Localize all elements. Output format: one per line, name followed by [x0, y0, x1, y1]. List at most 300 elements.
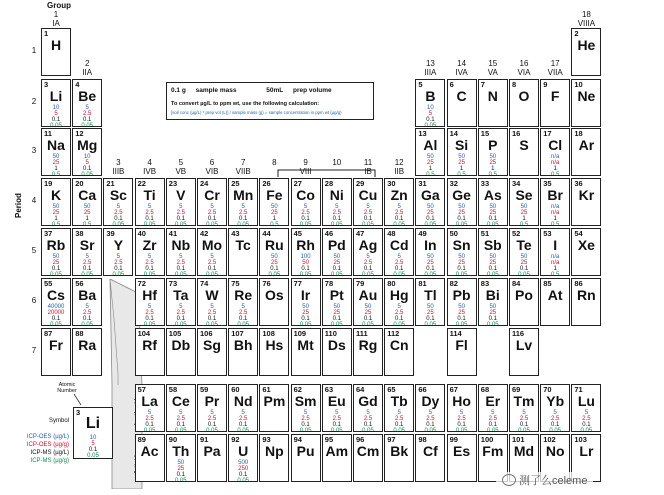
element-cell-pa[interactable] — [197, 434, 227, 482]
element-cell-ac[interactable] — [135, 434, 165, 482]
icp-ms-ugg-value: 0.05 — [112, 272, 125, 276]
icp-ms-ugl-value: 0.1 — [457, 422, 466, 428]
atomic-number: 64 — [356, 385, 365, 394]
icp-oes-ugg-value: 25 — [271, 210, 278, 216]
element-symbol: Sc — [109, 187, 127, 203]
atomic-number: 116 — [512, 329, 525, 338]
element-cell-tb[interactable] — [384, 384, 414, 432]
icp-ms-ugg-value: 0.05 — [299, 322, 312, 326]
icp-ms-ugg-value: 0.05 — [50, 272, 62, 276]
atomic-number: 15 — [480, 129, 490, 138]
element-symbol: Ho — [452, 393, 471, 409]
element-cell-mn[interactable] — [228, 178, 258, 226]
element-cell-as[interactable] — [478, 178, 508, 226]
icp-oes-ugl-value: 5 — [210, 304, 214, 310]
element-cell-b[interactable] — [415, 79, 445, 127]
element-cell-cr[interactable] — [197, 178, 227, 226]
element-cell-cd[interactable] — [384, 228, 414, 276]
icp-ms-ugg-value: 0.05 — [112, 222, 125, 226]
atomic-number: 98 — [418, 435, 427, 444]
icp-oes-ugg-value: 25 — [52, 160, 60, 166]
period-label-4: 4 — [31, 196, 37, 205]
icp-oes-ugl-value: 5 — [459, 410, 464, 416]
atomic-number: 79 — [356, 279, 365, 288]
element-symbol: Ds — [327, 337, 346, 353]
element-cell-v[interactable] — [166, 178, 196, 226]
group-header-18 — [571, 10, 601, 28]
element-cell-tc[interactable] — [228, 228, 258, 276]
icp-oes-ugl-value: n/a — [551, 254, 560, 260]
icp-ms-ugg-value: 0.05 — [424, 322, 437, 326]
element-cell-he[interactable] — [571, 28, 601, 76]
icp-oes-ugg-value: 2.5 — [145, 310, 154, 316]
element-cell-es[interactable] — [447, 434, 477, 482]
element-cell-rf[interactable] — [135, 328, 165, 376]
element-cell-al[interactable] — [415, 128, 445, 176]
group-header-4 — [135, 158, 165, 176]
icp-ms-ugg-value: 0.05 — [237, 322, 250, 326]
icp-oes-ugl-value: n/a — [551, 204, 560, 210]
element-symbol: I — [553, 237, 558, 253]
icp-ms-ugl-value: 0.1 — [488, 266, 497, 272]
icp-oes-ugg-value: 2.5 — [207, 310, 217, 316]
icp-oes-ugg-value: n/a — [551, 260, 560, 266]
element-symbol: Ac — [140, 443, 159, 459]
element-symbol: Cn — [389, 337, 409, 353]
icp-ms-ugl-value: 0.1 — [83, 117, 92, 123]
element-symbol: At — [547, 287, 563, 303]
icp-ms-ugl-value: 0.1 — [395, 316, 404, 322]
icp-oes-ugg-value: n/a — [551, 210, 560, 216]
icp-ms-ugl-value: 1 — [522, 216, 526, 222]
element-cell-bk[interactable] — [384, 434, 414, 482]
element-symbol: No — [545, 443, 565, 459]
element-cell-ds[interactable] — [322, 328, 352, 376]
element-cell-w[interactable] — [197, 278, 227, 326]
icp-ms-ugl-value: 0.1 — [426, 216, 435, 222]
element-cell-f[interactable] — [540, 79, 570, 127]
element-symbol: Pa — [203, 443, 221, 459]
element-cell-ga[interactable] — [415, 178, 445, 226]
atomic-number: 83 — [480, 279, 490, 288]
atomic-number: 92 — [231, 435, 240, 444]
element-cell-nd[interactable] — [228, 384, 258, 432]
icp-oes-ugg-value: 5 — [428, 111, 433, 117]
icp-oes-ugg-value: 25 — [489, 160, 497, 166]
icp-oes-ugg-value: 2.5 — [239, 310, 248, 316]
icp-oes-ugl-value: 50 — [52, 204, 60, 210]
element-cell-y[interactable] — [103, 228, 133, 276]
icp-ms-ugl-value: 0.1 — [239, 316, 248, 322]
element-cell-ti[interactable] — [135, 178, 165, 226]
element-cell-fr[interactable] — [41, 328, 71, 376]
icp-oes-ugg-value: 250 — [238, 466, 249, 472]
element-cell-sr[interactable] — [72, 228, 102, 276]
icp-ms-ugl-value: 0.1 — [301, 266, 310, 272]
element-cell-mg[interactable] — [72, 128, 102, 176]
element-cell-eu[interactable] — [322, 384, 352, 432]
element-cell-er[interactable] — [478, 384, 508, 432]
element-cell-fe[interactable] — [259, 178, 289, 226]
element-cell-pu[interactable] — [291, 434, 321, 482]
legend-value-oes-l: 10 — [89, 435, 97, 441]
icp-oes-ugg-value: 25 — [458, 260, 465, 266]
element-cell-cn[interactable] — [384, 328, 414, 376]
group-number: 14 — [457, 59, 467, 68]
element-cell-ni[interactable] — [322, 178, 352, 226]
icp-oes-ugg-value: 25 — [333, 260, 341, 266]
element-cell-zr[interactable] — [135, 228, 165, 276]
element-symbol: Pr — [204, 393, 220, 409]
group-header-17 — [540, 59, 570, 77]
element-symbol: V — [176, 187, 186, 203]
atomic-number: 55 — [44, 279, 53, 288]
icp-oes-ugl-value: 10 — [427, 105, 434, 111]
element-cell-au[interactable] — [353, 278, 383, 326]
icp-oes-ugg-value: 25 — [489, 310, 497, 316]
element-symbol: Ca — [78, 187, 97, 203]
icp-ms-ugl-value: 0.1 — [457, 216, 466, 222]
icp-ms-ugl-value: 0.1 — [207, 316, 217, 322]
element-cell-pb[interactable] — [447, 278, 477, 326]
icp-oes-ugl-value: 5 — [428, 410, 433, 416]
element-cell-po[interactable] — [509, 278, 539, 326]
group-header-12 — [384, 158, 414, 176]
element-cell-ho[interactable] — [447, 384, 477, 432]
element-cell-am[interactable] — [322, 434, 352, 482]
icp-oes-ugl-value: 50 — [489, 154, 497, 160]
element-symbol: Ar — [578, 137, 595, 153]
element-symbol: Mo — [201, 237, 223, 253]
group-roman: IVA — [455, 68, 468, 77]
element-cell-c[interactable] — [447, 79, 477, 127]
element-cell-ne[interactable] — [571, 79, 601, 127]
atomic-number: 86 — [574, 279, 583, 288]
element-symbol: K — [50, 187, 62, 203]
element-cell-kr[interactable] — [571, 178, 601, 226]
element-symbol: Eu — [327, 393, 346, 409]
atomic-number: 49 — [418, 229, 427, 238]
element-symbol: Rn — [577, 287, 596, 303]
element-symbol: Yb — [546, 393, 565, 409]
atomic-number: 88 — [75, 329, 84, 338]
atomic-number: 100 — [480, 435, 494, 444]
element-cell-os[interactable] — [259, 278, 289, 326]
element-cell-ar[interactable] — [571, 128, 601, 176]
element-cell-sb[interactable] — [478, 228, 508, 276]
icp-oes-ugg-value: 2.5 — [83, 111, 92, 117]
element-cell-ce[interactable] — [166, 384, 196, 432]
element-cell-cu[interactable] — [353, 178, 383, 226]
icp-oes-ugl-value: 5 — [366, 204, 370, 210]
element-cell-rg[interactable] — [353, 328, 383, 376]
group-header-14 — [447, 59, 477, 77]
icp-oes-ugl-value: 5 — [241, 304, 245, 310]
icp-oes-ugl-value: 5 — [522, 410, 526, 416]
icp-ms-ugg-value: 0.05 — [81, 172, 94, 176]
element-symbol: Li — [49, 88, 63, 104]
atomic-number: 87 — [44, 329, 53, 338]
element-cell-na[interactable] — [41, 128, 71, 176]
icp-oes-ugg-value: 2.5 — [145, 416, 154, 422]
icp-oes-ugg-value: 2.5 — [145, 260, 154, 266]
element-symbol: Sr — [79, 237, 95, 253]
atomic-number: 1 — [44, 29, 49, 38]
element-cell-be[interactable] — [72, 79, 102, 127]
element-cell-ta[interactable] — [166, 278, 196, 326]
group-header-13 — [415, 59, 445, 77]
element-cell-sn[interactable] — [447, 228, 477, 276]
group-header-8 — [259, 158, 289, 167]
atomic-number: 40 — [137, 229, 146, 238]
atomic-number: 65 — [387, 385, 396, 394]
icp-oes-ugl-value: 50 — [302, 304, 309, 310]
element-cell-n[interactable] — [478, 79, 508, 127]
element-cell-cl[interactable] — [540, 128, 570, 176]
atomic-number: 6 — [449, 80, 454, 89]
element-cell-cs[interactable] — [41, 278, 71, 326]
icp-oes-ugl-value: 50 — [177, 460, 185, 466]
element-cell-db[interactable] — [166, 328, 196, 376]
element-cell-yb[interactable] — [540, 384, 570, 432]
element-symbol: Hs — [265, 337, 284, 353]
element-cell-pt[interactable] — [322, 278, 352, 326]
element-symbol: Zn — [390, 187, 408, 203]
element-cell-ba[interactable] — [72, 278, 102, 326]
atomic-number: 71 — [574, 385, 583, 394]
element-cell-ir[interactable] — [291, 278, 321, 326]
legend-symbol: Li — [85, 415, 101, 432]
element-cell-k[interactable] — [41, 178, 71, 226]
icp-oes-ugg-value: 25 — [458, 310, 465, 316]
element-cell-se[interactable] — [509, 178, 539, 226]
element-cell-sg[interactable] — [197, 328, 227, 376]
element-symbol: Ir — [300, 287, 311, 303]
icp-ms-ugg-value: 0.05 — [549, 428, 562, 432]
group-header-3 — [103, 158, 133, 176]
element-cell-cm[interactable] — [353, 434, 383, 482]
element-cell-lv[interactable] — [509, 328, 539, 376]
element-cell-rn[interactable] — [571, 278, 601, 326]
icp-oes-ugl-value: 50 — [427, 304, 434, 310]
icp-ms-ugl-value: 0.1 — [176, 422, 185, 428]
element-cell-th[interactable] — [166, 434, 196, 482]
group-number: 6 — [209, 158, 215, 167]
icp-ms-ugg-value: 0.05 — [174, 428, 187, 432]
element-cell-hs[interactable] — [259, 328, 289, 376]
group-roman: IIA — [82, 68, 93, 77]
icp-oes-ugl-value: 5 — [147, 254, 152, 260]
icp-ms-ugg-value: 0.5 — [426, 172, 435, 176]
element-cell-mo[interactable] — [197, 228, 227, 276]
icp-ms-ugg-value: 0.05 — [424, 123, 437, 127]
element-cell-sm[interactable] — [291, 384, 321, 432]
group-number: 3 — [116, 158, 121, 167]
atomic-number: 90 — [168, 435, 178, 444]
icp-ms-ugl-value: 0.1 — [83, 266, 92, 272]
element-cell-dy[interactable] — [415, 384, 445, 432]
icp-ms-ugg-value: 0.05 — [81, 272, 94, 276]
icp-oes-ugl-value: 40000 — [47, 304, 65, 310]
element-symbol: Fl — [455, 337, 468, 353]
icp-oes-ugg-value: 5 — [85, 160, 89, 166]
element-symbol: Rb — [46, 237, 66, 253]
icp-oes-ugl-value: 50 — [427, 204, 434, 210]
element-cell-gd[interactable] — [353, 384, 383, 432]
atomic-number: 32 — [449, 179, 458, 188]
icp-oes-ugg-value: 2.5 — [207, 260, 217, 266]
element-cell-ge[interactable] — [447, 178, 477, 226]
element-cell-lu[interactable] — [571, 384, 601, 432]
element-cell-pm[interactable] — [259, 384, 289, 432]
icp-ms-ugl-value: 1 — [428, 166, 433, 172]
element-cell-xe[interactable] — [571, 228, 601, 276]
element-cell-u[interactable] — [228, 434, 258, 482]
element-cell-tm[interactable] — [509, 384, 539, 432]
element-symbol: Es — [453, 443, 471, 459]
element-cell-ca[interactable] — [72, 178, 102, 226]
icp-oes-ugl-value: 5 — [147, 410, 152, 416]
element-cell-at[interactable] — [540, 278, 570, 326]
icp-oes-ugl-value: 5 — [366, 410, 370, 416]
icp-oes-ugl-value: 50 — [458, 304, 465, 310]
element-cell-zn[interactable] — [384, 178, 414, 226]
group-number: 7 — [240, 158, 246, 167]
atomic-number: 109 — [293, 329, 307, 338]
icp-ms-ugg-value: 0.5 — [83, 222, 92, 226]
element-cell-pd[interactable] — [322, 228, 352, 276]
atomic-number: 9 — [543, 80, 548, 89]
icp-oes-ugg-value: 5 — [54, 111, 58, 117]
icp-oes-ugl-value: 50 — [458, 154, 465, 160]
icp-ms-ugg-value: 0.05 — [455, 428, 468, 432]
icp-ms-ugg-value: 0.05 — [518, 272, 530, 276]
element-cell-fl[interactable] — [447, 328, 477, 376]
icp-oes-ugl-value: 5 — [397, 304, 401, 310]
icp-oes-ugg-value: 2.5 — [363, 260, 373, 266]
element-symbol: Bk — [390, 443, 409, 459]
icp-ms-ugl-value: 0.1 — [83, 166, 92, 172]
icp-ms-ugl-value: 0.1 — [488, 216, 497, 222]
element-cell-la[interactable] — [135, 384, 165, 432]
wechat-icon — [502, 474, 516, 486]
element-symbol: Db — [171, 337, 191, 353]
element-symbol: Sg — [203, 337, 221, 353]
icp-ms-ugl-value: 1 — [85, 216, 89, 222]
atomic-number: 105 — [168, 329, 182, 338]
legend-value-oes-g: 5 — [91, 441, 95, 447]
legend-key-ms-g: ICP-MS (µg/g) — [30, 458, 69, 464]
icp-oes-ugl-value: 5 — [179, 304, 183, 310]
group-header-7 — [228, 158, 258, 176]
icp-oes-ugg-value: 2.5 — [395, 310, 404, 316]
element-cell-rb[interactable] — [41, 228, 71, 276]
element-cell-hf[interactable] — [135, 278, 165, 326]
element-cell-si[interactable] — [447, 128, 477, 176]
element-cell-hg[interactable] — [384, 278, 414, 326]
element-symbol: Cl — [548, 137, 563, 153]
element-cell-ru[interactable] — [259, 228, 289, 276]
element-cell-rh[interactable] — [291, 228, 321, 276]
element-cell-nb[interactable] — [166, 228, 196, 276]
element-cell-cf[interactable] — [415, 434, 445, 482]
element-cell-sc[interactable] — [103, 178, 133, 226]
element-symbol: Ne — [577, 88, 596, 104]
icp-oes-ugl-value: 5 — [147, 204, 152, 210]
icp-oes-ugg-value: 25 — [302, 310, 309, 316]
element-cell-tl[interactable] — [415, 278, 445, 326]
atomic-number: 61 — [262, 385, 271, 394]
icp-ms-ugl-value: 0.1 — [83, 316, 92, 322]
icp-ms-ugl-value: 0.1 — [301, 316, 310, 322]
icp-ms-ugl-value: 0.1 — [176, 316, 185, 322]
atomic-number: 45 — [293, 229, 302, 238]
icp-oes-ugl-value: 5 — [116, 204, 121, 210]
element-cell-s[interactable] — [509, 128, 539, 176]
atomic-number: 4 — [75, 80, 80, 89]
icp-ms-ugg-value: 0.05 — [455, 272, 468, 276]
atomic-number: 11 — [44, 129, 52, 138]
element-cell-bh[interactable] — [228, 328, 258, 376]
element-cell-p[interactable] — [478, 128, 508, 176]
atomic-number: 23 — [168, 179, 178, 188]
element-cell-o[interactable] — [509, 79, 539, 127]
group-roman: VIA — [517, 68, 531, 77]
element-symbol: As — [483, 187, 502, 203]
element-cell-ra[interactable] — [72, 328, 102, 376]
icp-oes-ugg-value: 2.5 — [363, 416, 373, 422]
icp-oes-ugg-value: 25 — [333, 310, 341, 316]
icp-oes-ugg-value: 2.5 — [176, 416, 185, 422]
group-header-6 — [197, 158, 227, 176]
icp-oes-ugg-value: 25 — [364, 310, 372, 316]
element-cell-ag[interactable] — [353, 228, 383, 276]
icp-oes-ugl-value: 5 — [179, 204, 183, 210]
element-symbol: Gd — [358, 393, 378, 409]
element-cell-pr[interactable] — [197, 384, 227, 432]
icp-ms-ugl-value: 0.1 — [395, 422, 404, 428]
element-symbol: Th — [172, 443, 190, 459]
icp-oes-ugg-value: 2.5 — [551, 416, 560, 422]
group-header-2 — [72, 59, 102, 77]
icp-oes-ugl-value: 50 — [458, 204, 465, 210]
icp-oes-ugl-value: 50 — [271, 204, 278, 210]
atomic-number: 94 — [293, 435, 302, 444]
group-roman: IIB — [394, 167, 405, 176]
element-cell-bi[interactable] — [478, 278, 508, 326]
element-cell-i[interactable] — [540, 228, 570, 276]
element-cell-br[interactable] — [540, 178, 570, 226]
element-cell-in[interactable] — [415, 228, 445, 276]
icp-ms-ugg-value: 0.05 — [50, 322, 62, 326]
element-cell-li[interactable] — [41, 79, 71, 127]
icp-ms-ugl-value: 1 — [459, 166, 464, 172]
element-symbol: Au — [358, 287, 378, 303]
element-cell-mt[interactable] — [291, 328, 321, 376]
element-cell-h[interactable] — [41, 28, 71, 76]
element-cell-re[interactable] — [228, 278, 258, 326]
atomic-number: 99 — [449, 435, 458, 444]
group-header-15 — [478, 59, 508, 77]
icp-ms-ugl-value: 0.1 — [488, 316, 497, 322]
element-symbol: Xe — [577, 237, 595, 253]
element-cell-np[interactable] — [259, 434, 289, 482]
element-cell-te[interactable] — [509, 228, 539, 276]
element-cell-co[interactable] — [291, 178, 321, 226]
icp-oes-ugg-value: 50 — [302, 260, 309, 266]
conversion-formula: [soil conc (µg/L) * prep vol (L)] / sample mass (g) = sample concentration in ppm wt (µg/g) — [171, 110, 342, 115]
icp-oes-ugl-value: 10 — [83, 154, 91, 160]
